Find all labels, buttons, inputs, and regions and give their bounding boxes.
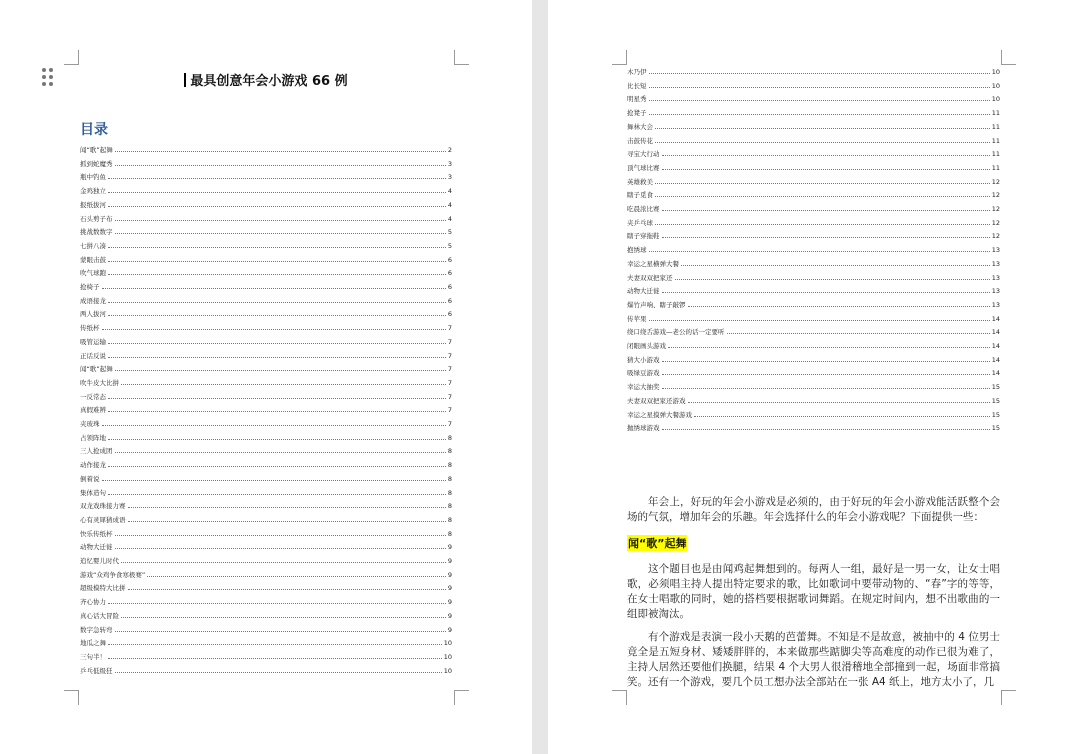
toc-entry-page: 12 <box>991 205 1000 213</box>
toc-leader-dots <box>688 306 990 307</box>
toc-entry-page: 5 <box>447 228 452 237</box>
toc-entry-page: 4 <box>447 200 452 209</box>
toc-leader-dots <box>108 494 446 495</box>
toc-leader-dots <box>121 617 446 618</box>
toc-entry[interactable] <box>80 350 452 360</box>
toc-leader-dots <box>655 142 990 143</box>
toc-entry-title: 幸运之星摸弹大餐游戏 <box>627 410 692 419</box>
toc-entry[interactable] <box>627 148 1000 158</box>
toc-leader-dots <box>649 87 990 88</box>
toc-entry-title: 报纸拔河 <box>80 200 106 209</box>
toc-entry-title: 绕口绕舌游戏—老公的话一定要听 <box>627 328 725 337</box>
toc-entry-title: 舞林大会 <box>627 122 653 131</box>
toc-entry[interactable] <box>627 230 1000 240</box>
toc-entry-title: 幸运大抽奖 <box>627 383 660 392</box>
toc-entry-title: 闭眼画头游戏 <box>627 342 666 350</box>
toc-entry[interactable] <box>627 272 1000 282</box>
toc-entry[interactable] <box>80 582 452 592</box>
toc-entry-title: 蒙眼击鼓 <box>80 255 106 264</box>
toc-leader-dots <box>121 562 446 563</box>
toc-entry-title: 数字急转弯 <box>80 625 113 634</box>
toc-entry[interactable] <box>627 121 1000 131</box>
toc-entry-title: 游戏“众鸡争食寒极赛” <box>80 570 146 579</box>
toc-entry[interactable] <box>80 459 452 469</box>
toc-leader-dots <box>147 576 446 577</box>
toc-entry-page: 8 <box>447 461 452 470</box>
toc-entry-page: 14 <box>991 355 1000 364</box>
toc-entry-title: 击鼓传花 <box>627 136 653 145</box>
toc-entry[interactable] <box>80 377 452 387</box>
toc-leader-dots <box>108 206 446 207</box>
toc-entry-page: 14 <box>991 342 1000 350</box>
toc-leader-dots <box>115 165 446 166</box>
toc-leader-dots <box>108 644 442 645</box>
toc-entry-page: 8 <box>447 474 452 483</box>
crop-mark <box>612 50 627 65</box>
toc-leader-dots <box>115 535 446 536</box>
toc-entry[interactable] <box>80 432 452 442</box>
toc-entry[interactable] <box>80 487 452 497</box>
toc-entry-page: 7 <box>447 365 452 374</box>
toc-entry-title: 夫妻双双把家还 <box>627 273 673 282</box>
toc-entry-page: 15 <box>991 383 1000 392</box>
toc-entry[interactable] <box>80 363 452 373</box>
toc-entry-title: 正话反说 <box>80 351 106 360</box>
toc-entry-title: 动物大迁徙 <box>627 287 660 296</box>
toc-entry-title: 传苹果 <box>627 314 647 323</box>
toc-entry-page: 12 <box>991 177 1000 186</box>
toc-entry-page: 7 <box>447 420 452 428</box>
toc-entry-page: 12 <box>991 232 1000 241</box>
crop-mark <box>64 690 79 705</box>
toc-leader-dots <box>108 658 442 659</box>
toc-entry-page: 7 <box>447 337 452 346</box>
toc-entry[interactable] <box>80 665 452 675</box>
toc-leader-dots <box>108 466 446 467</box>
toc-entry[interactable] <box>627 422 1000 432</box>
crop-mark <box>454 50 469 65</box>
toc-entry-title: 心有灵犀猜成语 <box>80 515 126 524</box>
toc-entry-title: 抢凳子 <box>627 109 647 118</box>
body-paragraph: 有个游戏是表演一段小天鹅的芭蕾舞。不知是不是故意，被抽中的 4 位男士竟全是五短身材、矮矮胖胖的，本来做那些踮脚尖等高难度的动作已很为难了，主持人居然还要他们换腿，结果 4 个大男人很滑稽地全部撞到一起，场面非常搞笑。还有一个游戏，要几个员工想办法全部站在一张 A4 纸上，地方太小了，几 <box>627 631 1000 688</box>
toc-entry-title: 地瓜之舞 <box>80 639 106 648</box>
toc-entry[interactable] <box>627 395 1000 405</box>
toc-entry[interactable] <box>627 189 1000 199</box>
toc-leader-dots <box>649 73 990 74</box>
toc-entry-page: 10 <box>443 639 452 648</box>
toc-entry-page: 14 <box>991 369 1000 378</box>
toc-entry[interactable] <box>80 418 452 428</box>
toc-leader-dots <box>115 548 446 549</box>
toc-entry-title: 抓到蛇魔秀 <box>80 159 113 168</box>
toc-leader-dots <box>662 155 990 156</box>
toc-entry-page: 2 <box>447 146 452 154</box>
toc-entry[interactable] <box>80 404 452 414</box>
toc-entry-page: 10 <box>443 652 452 661</box>
toc-entry-page: 12 <box>991 218 1000 227</box>
toc-entry-page: 8 <box>447 502 452 511</box>
toc-leader-dots <box>662 237 990 238</box>
toc-entry-page: 8 <box>447 447 452 456</box>
toc-entry-title: 成语接龙 <box>80 296 106 305</box>
toc-entry[interactable] <box>80 528 452 538</box>
toc-entry-page: 10 <box>991 68 1000 76</box>
toc-entry-page: 11 <box>991 109 1000 118</box>
toc-entry[interactable] <box>80 569 452 579</box>
toc-entry-title: 挑战数数字 <box>80 228 113 237</box>
toc-leader-dots <box>115 631 446 632</box>
toc-entry[interactable] <box>80 185 452 195</box>
toc-entry-page: 9 <box>447 557 452 565</box>
toc-heading: 目录 <box>80 122 108 138</box>
toc-entry[interactable] <box>80 158 452 168</box>
toc-leader-dots <box>655 224 990 225</box>
toc-leader-dots <box>662 210 990 211</box>
body-paragraph: 这个题目也是由闻鸡起舞想到的。每两人一组，最好是一男一女，让女士唱歌，必须唱主持人提出特定要求的歌，比如歌词中要带动物的、“春”字的等等，在女士唱歌的同时，她的搭档要根据歌词舞蹈。在规定时间内，想不出歌曲的一组即被淘汰。 <box>627 563 1000 620</box>
toc-leader-dots <box>108 247 446 248</box>
text-cursor <box>184 73 186 87</box>
toc-leader-dots <box>115 672 442 673</box>
crop-mark <box>1001 690 1016 705</box>
toc-entry[interactable] <box>80 240 452 250</box>
toc-entry-title: 超级模特大比拼 <box>80 584 126 593</box>
toc-entry[interactable] <box>80 555 452 565</box>
toc-leader-dots <box>121 384 446 385</box>
toc-entry-page: 4 <box>447 187 452 196</box>
toc-entry-title: 夹乒乓球 <box>627 218 653 227</box>
toc-entry-title: 瓶中钓鱼 <box>80 173 106 182</box>
toc-entry-title: 吃晨浓比赛 <box>627 205 660 213</box>
toc-entry[interactable] <box>80 213 452 223</box>
toc-leader-dots <box>102 480 446 481</box>
crop-mark <box>454 690 469 705</box>
toc-leader-dots <box>108 178 446 179</box>
toc-entry[interactable] <box>80 199 452 209</box>
toc-entry-title: 齐心协力 <box>80 598 106 607</box>
toc-entry-title: 石头剪子布 <box>80 214 113 223</box>
toc-entry[interactable] <box>627 381 1000 391</box>
toc-entry-title: 猜大小游戏 <box>627 355 660 364</box>
toc-entry-page: 9 <box>447 543 452 552</box>
toc-entry-title: 吹牛皮大比拼 <box>80 378 119 387</box>
toc-entry[interactable] <box>80 610 452 620</box>
crop-mark <box>64 50 79 65</box>
toc-entry-page: 15 <box>991 424 1000 433</box>
toc-leader-dots <box>128 507 446 508</box>
document-title-text: 最具创意年会小游戏 66 例 <box>190 74 348 89</box>
toc-entry-page: 9 <box>447 584 452 593</box>
toc-entry-page: 6 <box>447 296 452 305</box>
toc-entry-page: 8 <box>447 529 452 538</box>
toc-entry-page: 9 <box>447 625 452 634</box>
toc-entry[interactable] <box>80 541 452 551</box>
toc-entry[interactable] <box>80 637 452 647</box>
toc-entry-title: 英雄救美 <box>627 177 653 186</box>
toc-entry-page: 3 <box>447 159 452 168</box>
toc-entry-title: 真假难辨 <box>80 406 106 415</box>
toc-entry[interactable] <box>80 295 452 305</box>
toc-entry-title: 瞎子觅食 <box>627 191 653 200</box>
toc-entry-page: 8 <box>447 488 452 497</box>
toc-entry-title: 三句半！ <box>80 652 106 661</box>
toc-list-right <box>627 66 1000 446</box>
toc-entry[interactable] <box>80 473 452 483</box>
toc-entry[interactable] <box>627 93 1000 103</box>
toc-entry-page: 6 <box>447 269 452 278</box>
toc-leader-dots <box>662 292 990 293</box>
toc-entry[interactable] <box>80 322 452 332</box>
document-title <box>0 70 532 89</box>
toc-leader-dots <box>662 169 990 170</box>
toc-leader-dots <box>108 603 446 604</box>
toc-leader-dots <box>108 274 446 275</box>
toc-entry-title: 动作接龙 <box>80 461 106 470</box>
toc-entry-title: 顶气球比赛 <box>627 163 660 172</box>
toc-entry-title: 吸管运输 <box>80 337 106 346</box>
toc-leader-dots <box>108 439 446 440</box>
toc-entry-title: 集体造句 <box>80 488 106 497</box>
toc-entry[interactable] <box>80 445 452 455</box>
toc-entry[interactable] <box>627 107 1000 117</box>
toc-entry-title: 抱绣球 <box>627 246 647 255</box>
toc-entry-page: 7 <box>447 378 452 387</box>
toc-leader-dots <box>662 388 990 389</box>
toc-entry[interactable] <box>80 514 452 524</box>
toc-entry[interactable] <box>627 258 1000 268</box>
toc-entry-title: 金鸡独立 <box>80 187 106 196</box>
toc-entry[interactable] <box>627 80 1000 90</box>
toc-leader-dots <box>102 425 446 426</box>
crop-mark <box>612 690 627 705</box>
toc-entry-title: 快乐传纸杯 <box>80 529 113 538</box>
toc-entry-title: 明星秀 <box>627 95 647 104</box>
toc-entry-title: 吸绿豆游戏 <box>627 369 660 378</box>
toc-leader-dots <box>108 411 446 412</box>
toc-entry-page: 15 <box>991 410 1000 419</box>
toc-entry-page: 9 <box>447 598 452 607</box>
toc-entry-page: 4 <box>447 214 452 223</box>
intro-paragraph: 年会上，好玩的年会小游戏是必须的，由于好玩的年会小游戏能活跃整个会场的气氛，增加年会的乐趣。年会选择什么的年会小游戏呢？下面提供一些： <box>627 496 1000 523</box>
toc-entry[interactable] <box>80 624 452 634</box>
toc-entry-page: 12 <box>991 191 1000 200</box>
toc-list-left <box>80 144 452 684</box>
toc-entry[interactable] <box>627 313 1000 323</box>
toc-leader-dots <box>128 521 446 522</box>
toc-entry-title: 倒着说 <box>80 474 100 483</box>
toc-leader-dots <box>675 279 990 280</box>
toc-leader-dots <box>655 128 990 129</box>
toc-leader-dots <box>108 343 446 344</box>
toc-leader-dots <box>694 416 990 417</box>
toc-entry-page: 13 <box>991 273 1000 282</box>
toc-leader-dots <box>115 452 446 453</box>
toc-entry-page: 7 <box>447 351 452 360</box>
toc-entry-page: 7 <box>447 324 452 333</box>
toc-leader-dots <box>662 374 990 375</box>
toc-entry-page: 9 <box>447 611 452 620</box>
toc-entry-page: 13 <box>991 246 1000 255</box>
toc-entry-title: 动物大迁徙 <box>80 543 113 552</box>
toc-entry[interactable] <box>627 367 1000 377</box>
toc-entry[interactable] <box>80 500 452 510</box>
toc-leader-dots <box>662 361 990 362</box>
toc-leader-dots <box>108 261 446 262</box>
toc-leader-dots <box>128 589 446 590</box>
toc-entry-title: 夹玻珠 <box>80 420 100 428</box>
toc-entry-title: 闻“歌”起舞 <box>80 365 113 374</box>
toc-leader-dots <box>649 100 990 101</box>
toc-entry-title: 比长短 <box>627 81 647 90</box>
toc-entry[interactable] <box>80 144 452 154</box>
toc-entry-title: 三人抢成团 <box>80 447 113 456</box>
toc-entry-title: 追忆婴儿时代 <box>80 557 119 565</box>
toc-leader-dots <box>655 183 990 184</box>
toc-entry-page: 11 <box>991 122 1000 131</box>
toc-entry-title: 真心话大冒险 <box>80 611 119 620</box>
toc-entry-title: 幸运之星横弹大餐 <box>627 259 679 268</box>
toc-entry[interactable] <box>80 596 452 606</box>
toc-entry[interactable] <box>627 217 1000 227</box>
toc-entry-title: 乒乓低级狂 <box>80 666 113 675</box>
toc-leader-dots <box>649 320 990 321</box>
toc-entry-title: 闻“歌”起舞 <box>80 146 113 154</box>
toc-entry-page: 5 <box>447 241 452 250</box>
toc-leader-dots <box>655 196 990 197</box>
toc-entry-title: 瞎子穿拖鞋 <box>627 232 660 241</box>
toc-entry[interactable] <box>80 308 452 318</box>
toc-entry[interactable] <box>80 336 452 346</box>
toc-leader-dots <box>102 288 446 289</box>
toc-entry-page: 13 <box>991 259 1000 268</box>
toc-entry[interactable] <box>80 281 452 291</box>
toc-entry-page: 7 <box>447 392 452 401</box>
toc-leader-dots <box>102 329 446 330</box>
section-heading: 闻“歌”起舞 <box>628 537 687 550</box>
toc-leader-dots <box>649 251 990 252</box>
toc-entry-title: 抛绣球游戏 <box>627 424 660 433</box>
crop-mark <box>1001 50 1016 65</box>
toc-leader-dots <box>115 151 446 152</box>
toc-leader-dots <box>108 315 446 316</box>
toc-entry-page: 11 <box>991 163 1000 172</box>
toc-entry-page: 7 <box>447 406 452 415</box>
toc-leader-dots <box>108 192 446 193</box>
toc-entry-page: 15 <box>991 396 1000 405</box>
toc-entry-page: 9 <box>447 570 452 579</box>
toc-entry-title: 木乃伊 <box>627 68 647 76</box>
toc-entry[interactable] <box>627 176 1000 186</box>
toc-leader-dots <box>115 220 446 221</box>
toc-entry-title: 两人拔河 <box>80 310 106 319</box>
toc-entry[interactable] <box>627 340 1000 350</box>
toc-entry-page: 13 <box>991 300 1000 309</box>
toc-entry-page: 11 <box>991 150 1000 159</box>
toc-entry-title: 寻宝大行动 <box>627 150 660 159</box>
toc-entry-title: 传纸杯 <box>80 324 100 333</box>
toc-leader-dots <box>115 233 446 234</box>
toc-leader-dots <box>108 357 446 358</box>
toc-entry[interactable] <box>627 354 1000 364</box>
toc-entry[interactable] <box>627 244 1000 254</box>
toc-entry-title: 七拼八凑 <box>80 241 106 250</box>
toc-entry[interactable] <box>80 267 452 277</box>
toc-entry[interactable] <box>627 203 1000 213</box>
toc-leader-dots <box>688 402 990 403</box>
toc-entry[interactable] <box>627 409 1000 419</box>
toc-entry-page: 14 <box>991 328 1000 337</box>
toc-entry[interactable] <box>80 171 452 181</box>
toc-entry-page: 3 <box>447 173 452 182</box>
toc-entry-title: 爆竹声响、瞎子敲锣 <box>627 300 686 309</box>
toc-entry-page: 6 <box>447 283 452 291</box>
toc-entry[interactable] <box>627 285 1000 295</box>
toc-leader-dots <box>649 114 990 115</box>
toc-entry[interactable] <box>80 651 452 661</box>
toc-entry-title: 一反常态 <box>80 392 106 401</box>
toc-leader-dots <box>108 398 446 399</box>
toc-leader-dots <box>115 370 446 371</box>
toc-entry-page: 10 <box>443 666 452 675</box>
toc-entry-title: 占领阵地 <box>80 433 106 442</box>
toc-entry[interactable] <box>627 66 1000 76</box>
toc-leader-dots <box>108 302 446 303</box>
toc-leader-dots <box>662 429 990 430</box>
toc-entry-page: 6 <box>447 255 452 264</box>
toc-entry[interactable] <box>80 226 452 236</box>
toc-entry-page: 13 <box>991 287 1000 296</box>
toc-entry[interactable] <box>80 391 452 401</box>
toc-entry-page: 10 <box>991 81 1000 90</box>
toc-leader-dots <box>727 333 990 334</box>
toc-entry-title: 双龙戏珠接力赛 <box>80 502 126 511</box>
toc-entry-page: 8 <box>447 433 452 442</box>
toc-entry-page: 8 <box>447 515 452 524</box>
toc-entry-title: 夫妻双双把家还游戏 <box>627 396 686 405</box>
toc-entry[interactable] <box>627 326 1000 336</box>
toc-entry-page: 11 <box>991 136 1000 145</box>
toc-entry[interactable] <box>627 162 1000 172</box>
toc-entry[interactable] <box>627 135 1000 145</box>
toc-entry[interactable] <box>80 254 452 264</box>
toc-entry-title: 吹气球跑 <box>80 269 106 278</box>
toc-leader-dots <box>681 265 990 266</box>
toc-entry-page: 6 <box>447 310 452 319</box>
toc-entry-title: 抢椅子 <box>80 283 100 291</box>
toc-entry-page: 14 <box>991 314 1000 323</box>
toc-entry[interactable] <box>627 299 1000 309</box>
toc-entry-page: 10 <box>991 95 1000 104</box>
toc-leader-dots <box>668 347 990 348</box>
